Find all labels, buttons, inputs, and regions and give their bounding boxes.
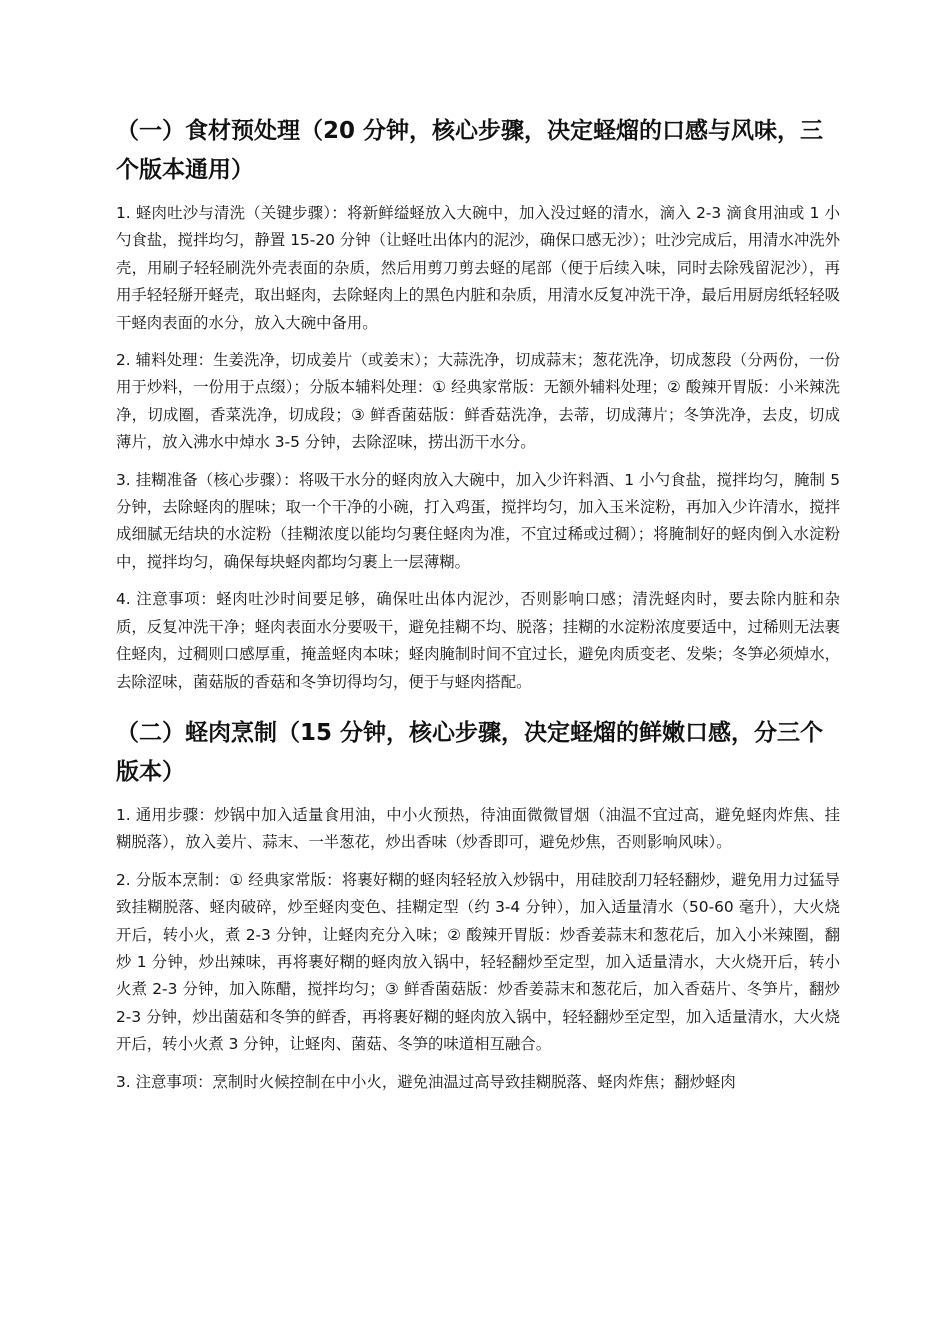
section-ingredient-prep [116, 112, 840, 696]
paragraph-step-1: 1. 蛏肉吐沙与清洗（关键步骤）：将新鲜缢蛏放入大碗中，加入没过蛏的清水，滴入 2-3 滴食用油或 1 小勺食盐，搅拌均匀，静置 15-20 分钟（让蛏吐出体内的泥沙，确保口感无沙）；吐沙完成后，用清水冲洗外壳，用刷子轻轻刷洗外壳表面的杂质，然后用剪刀剪去蛏的尾部（便于后续入味，同时去除残留泥沙），再用手轻轻掰开蛏壳，取出蛏肉，去除蛏肉上的黑色内脏和杂质，用清水反复冲洗干净，最后用厨房纸轻轻吸干蛏肉表面的水分，放入大碗中备用。 [116, 204, 840, 332]
paragraph-step-4: 4. 注意事项：蛏肉吐沙时间要足够，确保吐出体内泥沙，否则影响口感；清洗蛏肉时，要去除内脏和杂质，反复冲洗干净；蛏肉表面水分要吸干，避免挂糊不均、脱落；挂糊的水淀粉浓度要适中，过稀则无法裹住蛏肉，过稠则口感厚重，掩盖蛏肉本味；蛏肉腌制时间不宜过长，避免肉质变老、发柴；冬笋必须焯水，去除涩味，菌菇版的香菇和冬笋切得均匀，便于与蛏肉搭配。 [116, 590, 840, 691]
paragraph-step-3: 3. 注意事项：烹制时火候控制在中小火，避免油温过高导致挂糊脱落、蛏肉炸焦；翻炒蛏肉 [116, 1072, 736, 1091]
section-heading: （一）食材预处理（20 分钟，核心步骤，决定蛏熘的口感与风味，三个版本通用） [116, 118, 824, 183]
paragraph-step-2: 2. 辅料处理：生姜洗净，切成姜片（或姜末）；大蒜洗净，切成蒜末；葱花洗净，切成葱段（分两份，一份用于炒料，一份用于点缀）；分版本辅料处理：① 经典家常版：无额外辅料处理；② 酸辣开胃版：小米辣洗净，切成圈，香菜洗净，切成段；③ 鲜香菌菇版：鲜香菇洗净，去蒂，切成薄片；冬笋洗净，去皮，切成薄片，放入沸水中焯水 3-5 分钟，去除涩味，捞出沥干水分。 [116, 351, 840, 452]
section-heading: （二）蛏肉烹制（15 分钟，核心步骤，决定蛏熘的鲜嫩口感，分三个版本） [116, 719, 824, 785]
paragraph-step-2: 2. 分版本烹制：① 经典家常版：将裹好糊的蛏肉轻轻放入炒锅中，用硅胶刮刀轻轻翻炒，避免用力过猛导致挂糊脱落、蛏肉破碎，炒至蛏肉变色、挂糊定型（约 3-4 分钟），加入适量清水（50-60 毫升），大火烧开后，转小火，煮 2-3 分钟，让蛏肉充分入味；② 酸辣开胃版：炒香姜蒜末和葱花后，加入小米辣圈，翻炒 1 分钟，炒出辣味，再将裹好糊的蛏肉放入锅中，轻轻翻炒至定型，加入适量清水，大火烧开后，转小火煮 2-3 分钟，加入陈醋，搅拌均匀；③ 鲜香菌菇版：炒香姜蒜末和葱花后，加入香菇片、冬笋片，翻炒 2-3 分钟，炒出菌菇和冬笋的鲜香，再将裹好糊的蛏肉放入锅中，轻轻翻炒至定型，加入适量清水，大火烧开后，转小火煮 3 分钟，让蛏肉、菌菇、冬笋的味道相互融合。 [116, 870, 840, 1054]
paragraph-step-3: 3. 挂糊准备（核心步骤）：将吸干水分的蛏肉放入大碗中，加入少许料酒、1 小勺食盐，搅拌均匀，腌制 5 分钟，去除蛏肉的腥味；取一个干净的小碗，打入鸡蛋，搅拌均匀，加入玉米淀粉，再加入少许清水，搅拌成细腻无结块的水淀粉（挂糊浓度以能均匀裹住蛏肉为准，不宜过稀或过稠）；将腌制好的蛏肉倒入水淀粉中，搅拌均匀，确保每块蛏肉都均匀裹上一层薄糊。 [116, 470, 840, 571]
paragraph-step-1: 1. 通用步骤：炒锅中加入适量食用油，中小火预热，待油面微微冒烟（油温不宜过高，避免蛏肉炸焦、挂糊脱落），放入姜片、蒜末、一半葱花，炒出香味（炒香即可，避免炒焦，否则影响风味）。 [116, 805, 840, 852]
section-cooking [116, 714, 840, 1096]
document-body [116, 112, 840, 1106]
